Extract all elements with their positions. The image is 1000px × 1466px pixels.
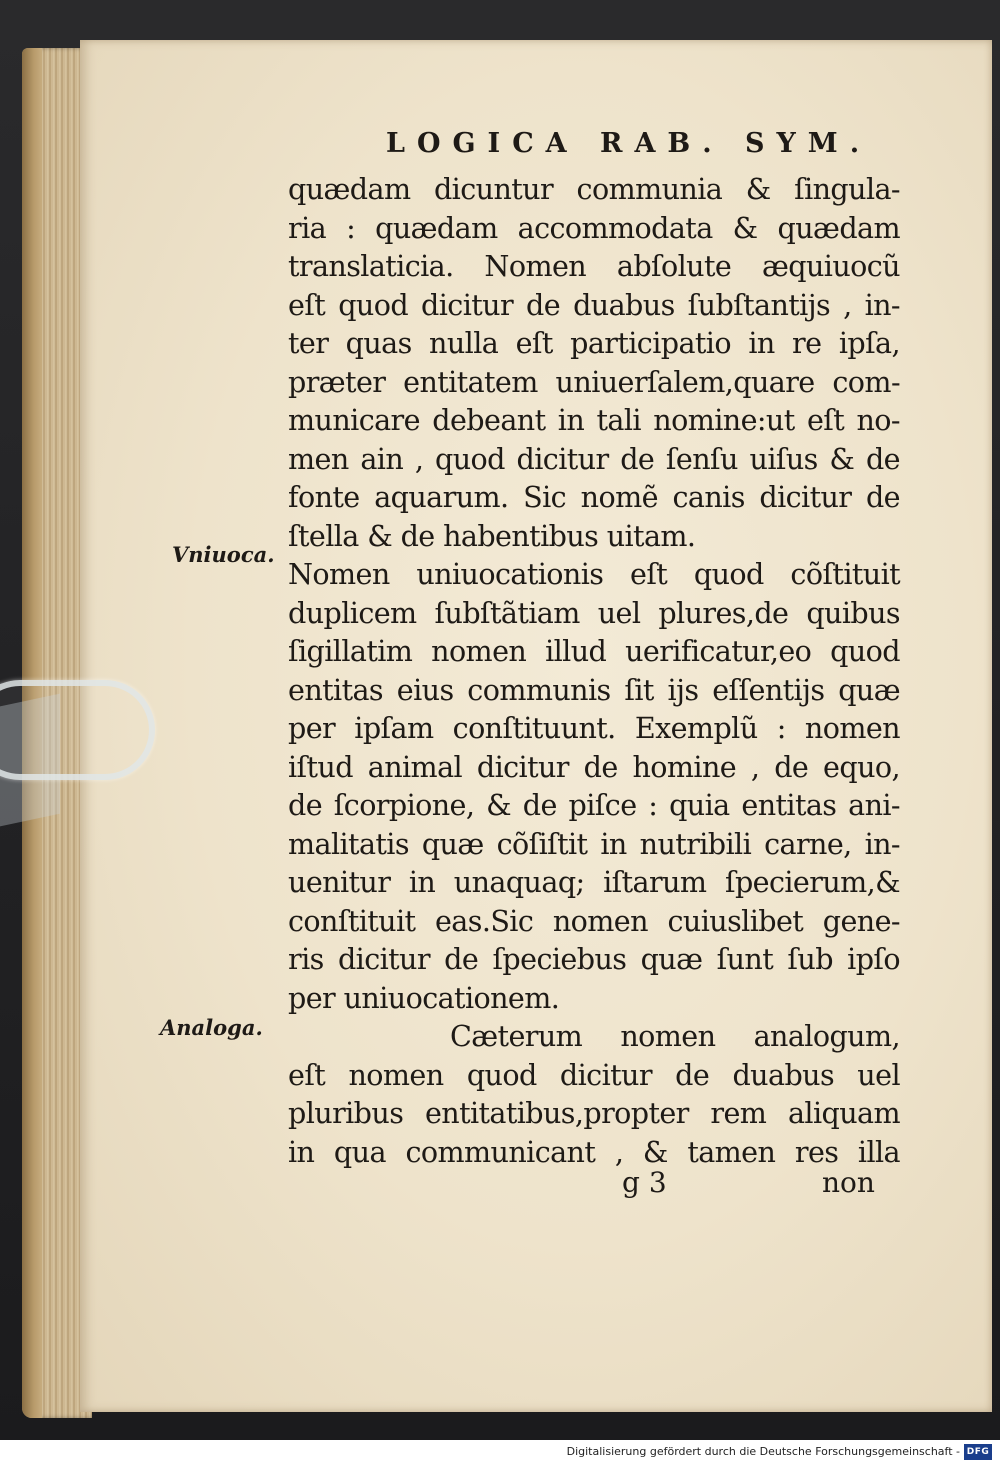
text-line: pluribus entitatibus,propter rem aliquam	[288, 1096, 900, 1130]
margin-note-uniuoca: Vniuoca.	[172, 542, 275, 567]
text-line: duplicem ſubſtãtiam uel plures,de quibus	[288, 595, 900, 630]
plastic-page-clip	[0, 680, 155, 780]
catchword: non	[822, 1166, 875, 1199]
text-line: fonte aquarum. Sic nomẽ canis dicitur de	[288, 480, 900, 514]
text-line: uenitur in unaquaq; iſtarum ſpecierum,&	[288, 865, 900, 899]
text-line: ria : quædam accommodata & quædam	[288, 210, 900, 245]
text-line: in qua communicant , & tamen res illa	[288, 1134, 900, 1169]
body-text	[288, 170, 900, 1171]
running-head: LOGICA RAB. SYM.	[386, 128, 872, 159]
text-line: ter quas nulla eſt participatio in re ipſa,	[288, 326, 900, 360]
text-line: eſt quod dicitur de duabus ſubſtantijs , in-	[288, 287, 900, 322]
text-line: eſt nomen quod dicitur de duabus uel	[288, 1057, 900, 1092]
text-line: municare debeant in tali nomine:ut eſt no-	[288, 403, 900, 437]
text-line: per uniuocationem.	[288, 980, 560, 1015]
text-line: de ſcorpione, & de piſce : quia entitas ani-	[288, 788, 900, 822]
text-line: quædam dicuntur communia & ſingula-	[288, 172, 900, 206]
text-line: per ipſam conſtituunt. Exemplũ : nomen	[288, 711, 900, 745]
text-line: ris dicitur de ſpeciebus quæ ſunt ſub ipſo	[288, 942, 900, 976]
text-line: Cæterum nomen analogum,	[450, 1019, 900, 1053]
signature-mark: g 3	[622, 1166, 667, 1199]
text-line: translaticia. Nomen abſolute æquiuocũ	[288, 249, 900, 283]
margin-note-analoga: Analoga.	[160, 1015, 263, 1040]
text-line: entitas eius communis ſit ijs eſſentijs quæ	[288, 672, 900, 707]
dfg-logo: DFG	[964, 1444, 992, 1460]
text-line: ſigillatim nomen illud uerificatur,eo quod	[288, 634, 900, 668]
credit-text: Digitalisierung gefördert durch die Deutsche Forschungsgemeinschaft -	[566, 1445, 960, 1458]
text-line: Nomen uniuocationis eſt quod cõſtituit	[288, 557, 900, 591]
text-line: conſtituit eas.Sic nomen cuiuslibet gene-	[288, 903, 900, 938]
text-line: men ain , quod dicitur de ſenſu uiſus & de	[288, 441, 900, 476]
text-line: malitatis quæ cõſiſtit in nutribili carne, in-	[288, 826, 900, 861]
text-line: ſtella & de habentibus uitam.	[288, 518, 696, 553]
text-line: iſtud animal dicitur de homine , de equo,	[288, 749, 900, 784]
text-line: præter entitatem uniuerſalem,quare com-	[288, 364, 900, 399]
